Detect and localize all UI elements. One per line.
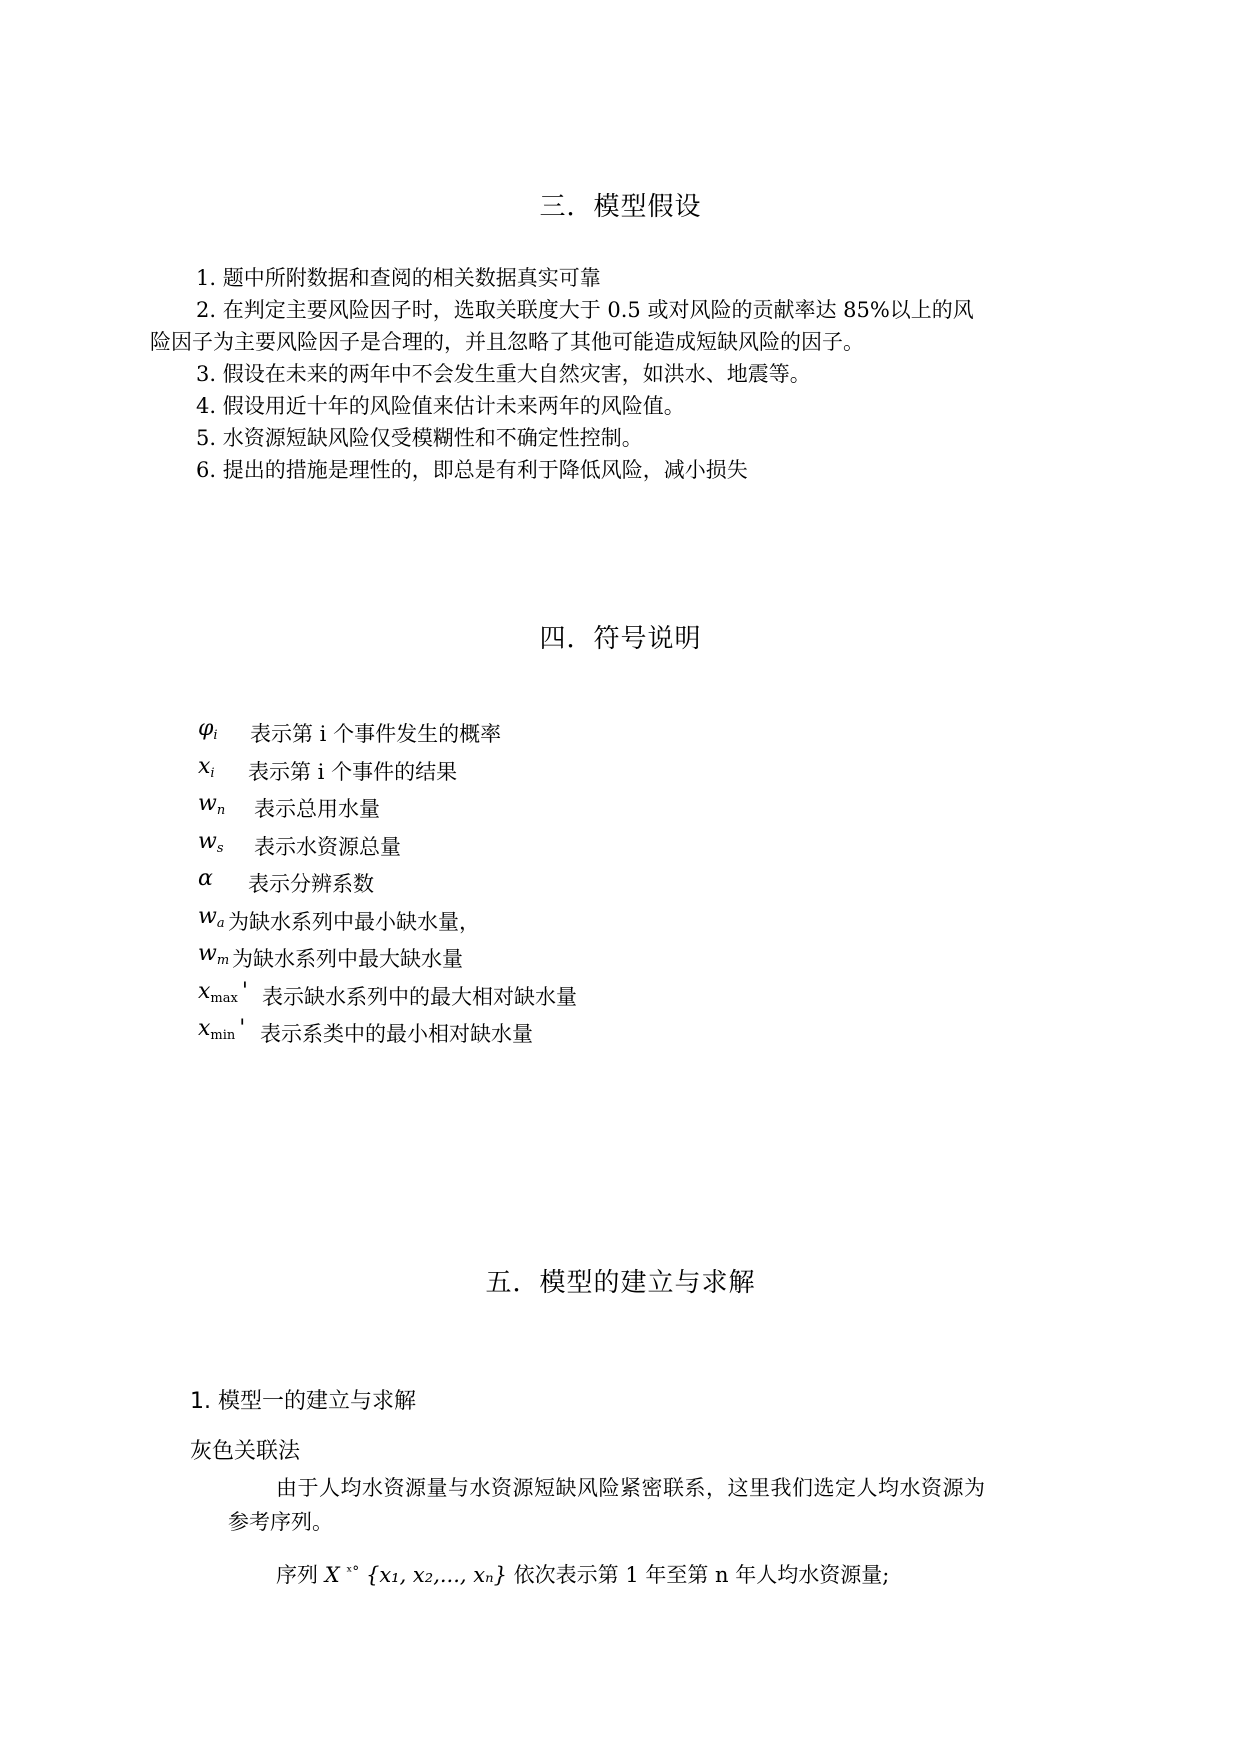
symbol-description: 为缺水系列中最小缺水量， [228,909,480,934]
seq-equals-glyph: ˣ° [346,1564,360,1580]
symbol-0 [198,716,218,743]
symbol-8 [198,1016,245,1043]
symbol-prime: ' [239,1016,246,1041]
subsection-1-title: 1. 模型一的建立与求解 [190,1389,416,1414]
assumption-1: 1. 题中所附数据和查阅的相关数据真实可靠 [196,266,601,290]
assumption-2-cont: 险因子为主要风险因子是合理的，并且忽略了其他可能造成短缺风险的因子。 [150,330,864,354]
symbol-4 [198,866,213,891]
symbol-subscript: i [213,728,218,743]
symbol-description: 表示水资源总量 [254,834,401,859]
symbol-subscript: a [216,915,225,931]
method-title: 灰色关联法 [190,1439,301,1464]
symbol-subscript: s [216,840,224,856]
symbol-base: φ [198,716,214,741]
symbol-base: x [198,978,211,1004]
paragraph-line-1: 由于人均水资源量与水资源短缺风险紧密联系，这里我们选定人均水资源为 [276,1476,986,1500]
symbol-base: w [198,903,217,929]
seq-prefix: 序列 [276,1563,318,1587]
symbol-base: w [198,791,217,816]
symbol-subscript: min [210,1028,236,1043]
symbol-base: x [198,1016,211,1041]
symbol-2 [198,791,225,818]
symbol-description: 表示第 i 个事件的结果 [248,759,458,784]
seq-set: {x₁, x₂,..., xₙ} [365,1563,507,1587]
symbol-description: 表示分辨系数 [248,872,374,896]
symbol-description: 表示系类中的最小相对缺水量 [260,1022,533,1046]
symbol-6 [198,941,229,968]
symbol-7 [198,979,248,1006]
section-3-heading: 三．模型假设 [539,192,702,222]
symbol-base: x [198,753,211,779]
assumption-2: 2. 在判定主要风险因子时，选取关联度大于 0.5 或对风险的贡献率达 85%以上的风 [196,298,974,322]
symbol-description: 表示缺水系列中的最大相对缺水量 [262,984,577,1009]
assumption-5: 5. 水资源短缺风险仅受模糊性和不确定性控制。 [196,426,643,450]
assumption-4: 4. 假设用近十年的风险值来估计未来两年的风险值。 [196,394,685,418]
paragraph-line-2: 参考序列。 [228,1510,333,1534]
symbol-description: 表示总用水量 [254,797,380,821]
symbol-5 [198,904,225,931]
symbol-description: 为缺水系列中最大缺水量 [232,947,463,971]
symbol-prime: ' [241,978,248,1004]
section-5-heading: 五．模型的建立与求解 [485,1268,756,1298]
symbol-base: α [198,866,213,891]
seq-variable: X [324,1563,340,1587]
assumption-6: 6. 提出的措施是理性的，即总是有利于降低风险，减小损失 [196,458,748,482]
symbol-subscript: n [216,803,226,818]
sequence-definition [276,1556,889,1591]
assumption-3: 3. 假设在未来的两年中不会发生重大自然灾害，如洪水、地震等。 [196,362,811,386]
symbol-description: 表示第 i 个事件发生的概率 [250,722,502,746]
symbol-base: w [198,828,217,854]
symbol-3 [198,829,224,856]
symbol-subscript: m [216,953,230,968]
symbol-subscript: i [210,765,215,781]
section-4-heading: 四．符号说明 [539,624,702,654]
seq-suffix: 依次表示第 1 年至第 n 年人均水资源量; [513,1563,890,1587]
symbol-base: w [198,941,217,966]
symbol-1 [198,754,215,781]
symbol-subscript: max [210,990,238,1006]
